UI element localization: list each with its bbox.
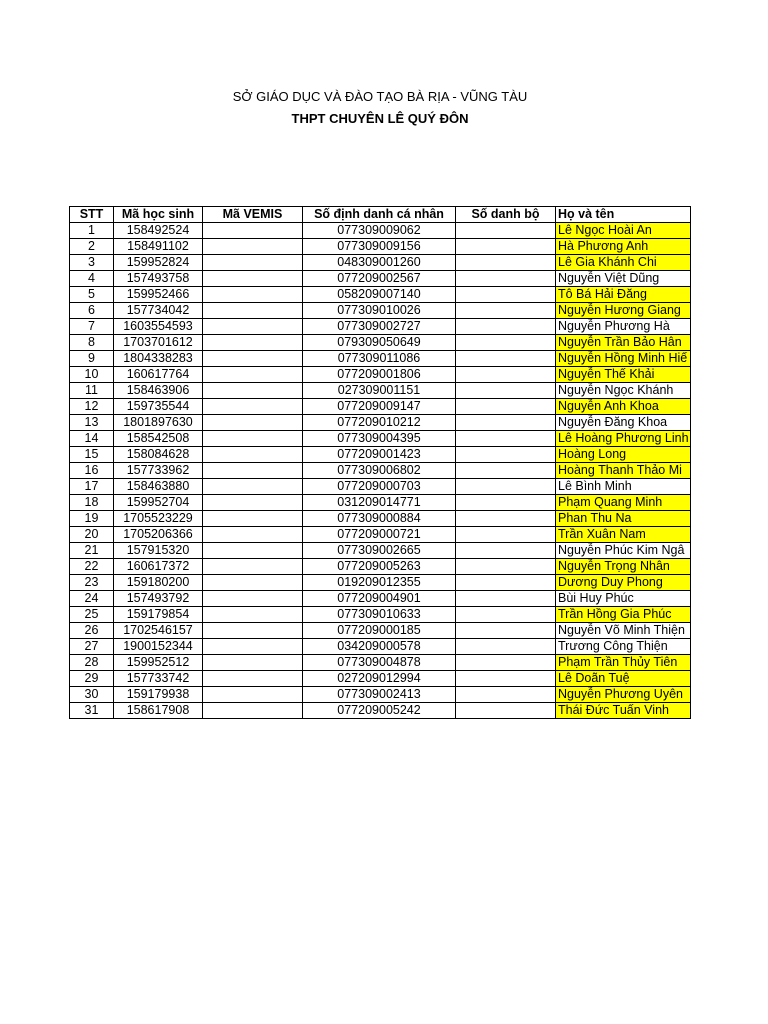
cell-register-no xyxy=(456,655,556,671)
cell-student-id: 157733742 xyxy=(114,671,203,687)
cell-personal-id: 048309001260 xyxy=(303,255,456,271)
cell-vemis xyxy=(203,543,303,559)
cell-student-id: 158542508 xyxy=(114,431,203,447)
cell-vemis xyxy=(203,511,303,527)
cell-full-name: Trần Hồng Gia Phúc xyxy=(556,607,691,623)
cell-register-no xyxy=(456,671,556,687)
cell-student-id: 157493792 xyxy=(114,591,203,607)
department-title: SỞ GIÁO DỤC VÀ ĐÀO TẠO BÀ RỊA - VŨNG TÀU xyxy=(232,89,528,104)
cell-vemis xyxy=(203,479,303,495)
cell-stt: 15 xyxy=(70,447,114,463)
table-row xyxy=(70,607,691,623)
cell-full-name: Nguyễn Việt Dũng xyxy=(556,271,691,287)
cell-vemis xyxy=(203,527,303,543)
cell-personal-id: 077309009062 xyxy=(303,223,456,239)
cell-register-no xyxy=(456,223,556,239)
cell-full-name: Nguyễn Đăng Khoa xyxy=(556,415,691,431)
cell-vemis xyxy=(203,303,303,319)
cell-vemis xyxy=(203,591,303,607)
cell-stt: 27 xyxy=(70,639,114,655)
cell-personal-id: 077309006802 xyxy=(303,463,456,479)
cell-vemis xyxy=(203,399,303,415)
cell-personal-id: 077309010633 xyxy=(303,607,456,623)
cell-register-no xyxy=(456,447,556,463)
cell-vemis xyxy=(203,495,303,511)
cell-personal-id: 077309002665 xyxy=(303,543,456,559)
cell-full-name: Lê Hoàng Phương Linh xyxy=(556,431,691,447)
cell-vemis xyxy=(203,319,303,335)
cell-full-name: Nguyễn Võ Minh Thiện xyxy=(556,623,691,639)
cell-personal-id: 077209004901 xyxy=(303,591,456,607)
cell-stt: 9 xyxy=(70,351,114,367)
cell-vemis xyxy=(203,447,303,463)
cell-student-id: 158492524 xyxy=(114,223,203,239)
cell-register-no xyxy=(456,623,556,639)
table-row xyxy=(70,543,691,559)
cell-full-name: Lê Gia Khánh Chi xyxy=(556,255,691,271)
cell-personal-id: 077309009156 xyxy=(303,239,456,255)
table-row xyxy=(70,495,691,511)
cell-stt: 21 xyxy=(70,543,114,559)
cell-register-no xyxy=(456,703,556,719)
cell-vemis xyxy=(203,623,303,639)
table-row xyxy=(70,255,691,271)
cell-register-no xyxy=(456,351,556,367)
cell-stt: 30 xyxy=(70,687,114,703)
student-table xyxy=(69,206,691,719)
cell-student-id: 159952704 xyxy=(114,495,203,511)
cell-register-no xyxy=(456,383,556,399)
cell-stt: 16 xyxy=(70,463,114,479)
cell-full-name: Nguyễn Phương Uyên xyxy=(556,687,691,703)
cell-vemis xyxy=(203,351,303,367)
table-row xyxy=(70,431,691,447)
cell-register-no xyxy=(456,463,556,479)
table-row xyxy=(70,415,691,431)
cell-student-id: 1703701612 xyxy=(114,335,203,351)
cell-student-id: 1603554593 xyxy=(114,319,203,335)
cell-vemis xyxy=(203,655,303,671)
cell-register-no xyxy=(456,575,556,591)
cell-stt: 28 xyxy=(70,655,114,671)
column-header-personal-id: Số định danh cá nhân xyxy=(303,207,456,223)
cell-full-name: Dương Duy Phong xyxy=(556,575,691,591)
cell-stt: 11 xyxy=(70,383,114,399)
cell-register-no xyxy=(456,287,556,303)
cell-student-id: 158084628 xyxy=(114,447,203,463)
cell-register-no xyxy=(456,431,556,447)
cell-personal-id: 077209010212 xyxy=(303,415,456,431)
cell-full-name: Hà Phương Anh xyxy=(556,239,691,255)
cell-personal-id: 077209000721 xyxy=(303,527,456,543)
cell-student-id: 160617764 xyxy=(114,367,203,383)
column-header-vemis: Mã VEMIS xyxy=(203,207,303,223)
cell-full-name: Nguyễn Phúc Kim Ngâ xyxy=(556,543,691,559)
cell-personal-id: 077309004878 xyxy=(303,655,456,671)
cell-vemis xyxy=(203,415,303,431)
cell-stt: 8 xyxy=(70,335,114,351)
table-row xyxy=(70,671,691,687)
cell-personal-id: 077309010026 xyxy=(303,303,456,319)
table-row xyxy=(70,527,691,543)
cell-full-name: Hoàng Long xyxy=(556,447,691,463)
table-row xyxy=(70,511,691,527)
cell-stt: 4 xyxy=(70,271,114,287)
cell-student-id: 158617908 xyxy=(114,703,203,719)
cell-full-name: Nguyễn Thế Khải xyxy=(556,367,691,383)
cell-register-no xyxy=(456,495,556,511)
cell-personal-id: 077309000884 xyxy=(303,511,456,527)
cell-full-name: Nguyễn Hồng Minh Hiế xyxy=(556,351,691,367)
cell-register-no xyxy=(456,543,556,559)
cell-stt: 13 xyxy=(70,415,114,431)
cell-student-id: 157734042 xyxy=(114,303,203,319)
table-row xyxy=(70,687,691,703)
cell-stt: 29 xyxy=(70,671,114,687)
table-row xyxy=(70,559,691,575)
cell-personal-id: 019209012355 xyxy=(303,575,456,591)
cell-vemis xyxy=(203,431,303,447)
cell-register-no xyxy=(456,399,556,415)
cell-stt: 14 xyxy=(70,431,114,447)
cell-stt: 24 xyxy=(70,591,114,607)
cell-register-no xyxy=(456,559,556,575)
cell-personal-id: 034209000578 xyxy=(303,639,456,655)
table-row xyxy=(70,239,691,255)
cell-stt: 25 xyxy=(70,607,114,623)
cell-personal-id: 079309050649 xyxy=(303,335,456,351)
cell-register-no xyxy=(456,511,556,527)
cell-personal-id: 058209007140 xyxy=(303,287,456,303)
cell-stt: 6 xyxy=(70,303,114,319)
cell-student-id: 1702546157 xyxy=(114,623,203,639)
column-header-full-name: Họ và tên xyxy=(556,207,691,223)
cell-student-id: 1900152344 xyxy=(114,639,203,655)
table-row xyxy=(70,351,691,367)
cell-vemis xyxy=(203,639,303,655)
cell-register-no xyxy=(456,479,556,495)
cell-personal-id: 077209005263 xyxy=(303,559,456,575)
table-row xyxy=(70,383,691,399)
cell-register-no xyxy=(456,367,556,383)
cell-register-no xyxy=(456,591,556,607)
cell-full-name: Trần Xuân Nam xyxy=(556,527,691,543)
cell-full-name: Nguyễn Ngọc Khánh xyxy=(556,383,691,399)
cell-vemis xyxy=(203,255,303,271)
cell-student-id: 1705206366 xyxy=(114,527,203,543)
table-row xyxy=(70,591,691,607)
cell-full-name: Phan Thu Na xyxy=(556,511,691,527)
cell-full-name: Nguyễn Anh Khoa xyxy=(556,399,691,415)
cell-personal-id: 077309002413 xyxy=(303,687,456,703)
table-row xyxy=(70,703,691,719)
table-row xyxy=(70,319,691,335)
cell-stt: 7 xyxy=(70,319,114,335)
cell-vemis xyxy=(203,271,303,287)
cell-full-name: Phạm Quang Minh xyxy=(556,495,691,511)
table-row xyxy=(70,271,691,287)
table-row xyxy=(70,367,691,383)
cell-register-no xyxy=(456,335,556,351)
cell-personal-id: 077209002567 xyxy=(303,271,456,287)
column-header-register-no: Số danh bộ xyxy=(456,207,556,223)
table-row xyxy=(70,575,691,591)
cell-stt: 10 xyxy=(70,367,114,383)
cell-vemis xyxy=(203,287,303,303)
cell-register-no xyxy=(456,607,556,623)
cell-vemis xyxy=(203,575,303,591)
cell-personal-id: 031209014771 xyxy=(303,495,456,511)
cell-student-id: 159179938 xyxy=(114,687,203,703)
cell-full-name: Tô Bá Hải Đăng xyxy=(556,287,691,303)
cell-stt: 20 xyxy=(70,527,114,543)
cell-stt: 22 xyxy=(70,559,114,575)
cell-register-no xyxy=(456,639,556,655)
cell-student-id: 160617372 xyxy=(114,559,203,575)
cell-personal-id: 077209001806 xyxy=(303,367,456,383)
cell-full-name: Phạm Trần Thủy Tiên xyxy=(556,655,691,671)
table-row xyxy=(70,287,691,303)
cell-student-id: 157733962 xyxy=(114,463,203,479)
cell-register-no xyxy=(456,415,556,431)
cell-personal-id: 077309011086 xyxy=(303,351,456,367)
cell-stt: 2 xyxy=(70,239,114,255)
cell-student-id: 159952512 xyxy=(114,655,203,671)
cell-register-no xyxy=(456,303,556,319)
cell-student-id: 157915320 xyxy=(114,543,203,559)
school-title: THPT CHUYÊN LÊ QUÝ ĐÔN xyxy=(291,111,469,126)
cell-personal-id: 027309001151 xyxy=(303,383,456,399)
cell-full-name: Thái Đức Tuấn Vinh xyxy=(556,703,691,719)
cell-student-id: 158491102 xyxy=(114,239,203,255)
table-header-row xyxy=(70,207,691,223)
cell-full-name: Nguyễn Phương Hà xyxy=(556,319,691,335)
cell-full-name: Lê Doãn Tuệ xyxy=(556,671,691,687)
cell-personal-id: 077209001423 xyxy=(303,447,456,463)
cell-student-id: 158463906 xyxy=(114,383,203,399)
cell-vemis xyxy=(203,223,303,239)
cell-vemis xyxy=(203,703,303,719)
cell-student-id: 159180200 xyxy=(114,575,203,591)
cell-student-id: 1804338283 xyxy=(114,351,203,367)
table-row xyxy=(70,623,691,639)
cell-full-name: Hoàng Thanh Thảo Mi xyxy=(556,463,691,479)
cell-full-name: Nguyễn Hương Giang xyxy=(556,303,691,319)
cell-stt: 18 xyxy=(70,495,114,511)
cell-vemis xyxy=(203,559,303,575)
column-header-student-id: Mã học sinh xyxy=(114,207,203,223)
cell-vemis xyxy=(203,383,303,399)
table-row xyxy=(70,463,691,479)
cell-student-id: 159952824 xyxy=(114,255,203,271)
cell-register-no xyxy=(456,271,556,287)
cell-full-name: Bùi Huy Phúc xyxy=(556,591,691,607)
table-row xyxy=(70,223,691,239)
cell-register-no xyxy=(456,687,556,703)
cell-vemis xyxy=(203,335,303,351)
cell-stt: 19 xyxy=(70,511,114,527)
table-row xyxy=(70,399,691,415)
cell-stt: 17 xyxy=(70,479,114,495)
cell-vemis xyxy=(203,607,303,623)
cell-full-name: Nguyễn Trần Bảo Hân xyxy=(556,335,691,351)
table-body xyxy=(70,223,691,719)
cell-register-no xyxy=(456,527,556,543)
cell-student-id: 157493758 xyxy=(114,271,203,287)
cell-student-id: 159179854 xyxy=(114,607,203,623)
cell-student-id: 1801897630 xyxy=(114,415,203,431)
cell-full-name: Trương Công Thiện xyxy=(556,639,691,655)
cell-student-id: 159952466 xyxy=(114,287,203,303)
cell-stt: 1 xyxy=(70,223,114,239)
cell-register-no xyxy=(456,239,556,255)
cell-stt: 23 xyxy=(70,575,114,591)
cell-stt: 31 xyxy=(70,703,114,719)
cell-vemis xyxy=(203,671,303,687)
cell-personal-id: 077309002727 xyxy=(303,319,456,335)
cell-stt: 12 xyxy=(70,399,114,415)
table-row xyxy=(70,655,691,671)
cell-stt: 3 xyxy=(70,255,114,271)
cell-register-no xyxy=(456,319,556,335)
cell-vemis xyxy=(203,367,303,383)
cell-vemis xyxy=(203,239,303,255)
table-row xyxy=(70,303,691,319)
cell-full-name: Lê Bình Minh xyxy=(556,479,691,495)
cell-register-no xyxy=(456,255,556,271)
cell-stt: 26 xyxy=(70,623,114,639)
cell-personal-id: 077209000703 xyxy=(303,479,456,495)
column-header-stt: STT xyxy=(70,207,114,223)
cell-personal-id: 027209012994 xyxy=(303,671,456,687)
cell-vemis xyxy=(203,687,303,703)
cell-personal-id: 077209009147 xyxy=(303,399,456,415)
cell-student-id: 158463880 xyxy=(114,479,203,495)
cell-personal-id: 077309004395 xyxy=(303,431,456,447)
table-row xyxy=(70,335,691,351)
table-row xyxy=(70,479,691,495)
cell-full-name: Lê Ngọc Hoài An xyxy=(556,223,691,239)
cell-vemis xyxy=(203,463,303,479)
cell-stt: 5 xyxy=(70,287,114,303)
cell-personal-id: 077209005242 xyxy=(303,703,456,719)
table-row xyxy=(70,639,691,655)
cell-student-id: 159735544 xyxy=(114,399,203,415)
cell-student-id: 1705523229 xyxy=(114,511,203,527)
cell-personal-id: 077209000185 xyxy=(303,623,456,639)
table-row xyxy=(70,447,691,463)
cell-full-name: Nguyễn Trọng Nhân xyxy=(556,559,691,575)
